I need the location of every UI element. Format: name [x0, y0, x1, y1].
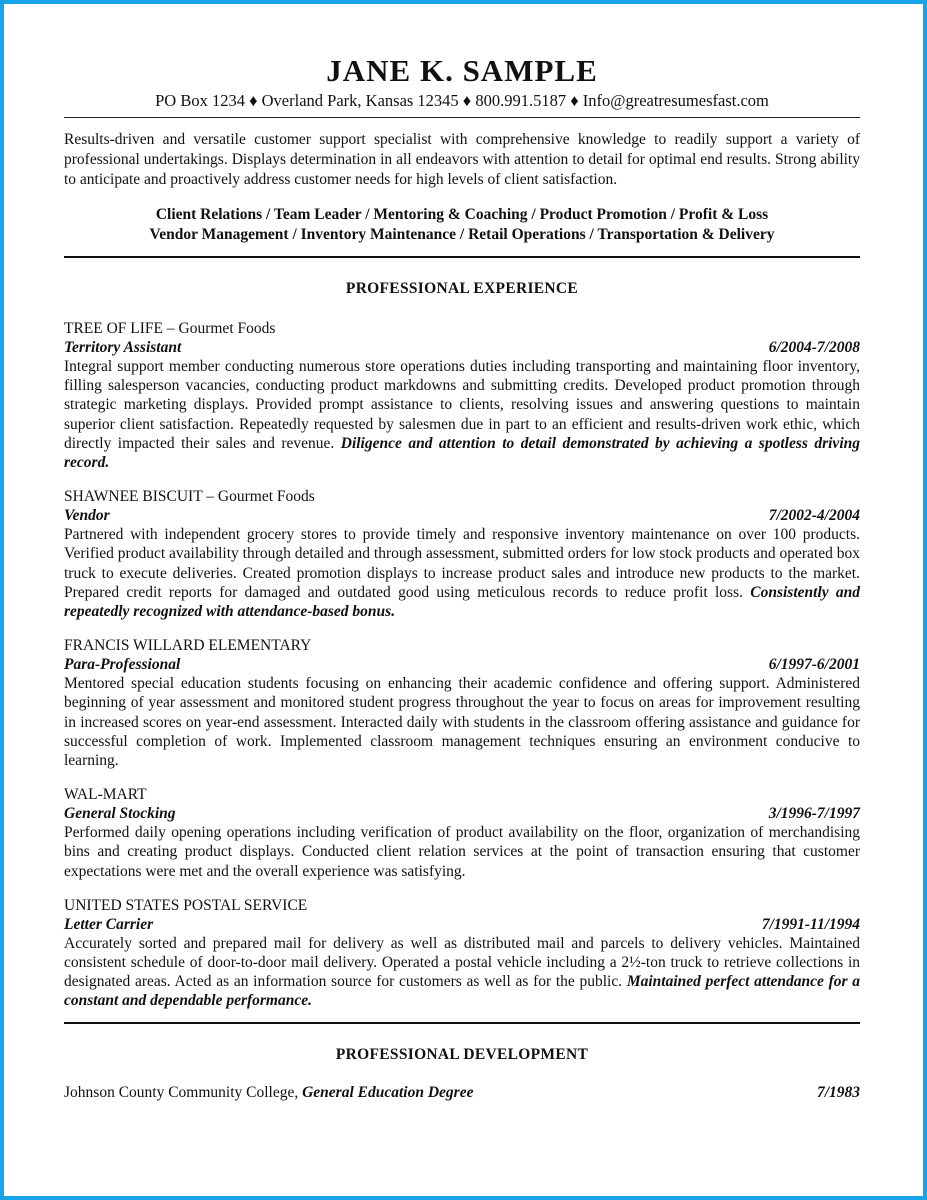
job-position: Letter Carrier — [64, 915, 154, 933]
job-company: FRANCIS WILLARD ELEMENTARY — [64, 637, 312, 655]
skills-line-2: Vendor Management / Inventory Maintenance / Retail Operations / Transportation & Delivery — [149, 226, 775, 243]
job-highlight: Maintained perfect attendance for a constant and dependable performance. — [64, 973, 861, 1010]
job-description: Partnered with independent grocery stores to provide timely and responsive inventory maintenance on over 100 products. Verified product availability through detailed and through assessment, submitted orders for low stock products and operated box truck to execute deliveries. Created promotion displays to increase product sales and introduce new products to the market. Prepared credit reports for damaged and outdated good using meticulous records to reduce profit loss. Consistently and repeatedly recognized with attendance-based bonus. — [64, 526, 861, 621]
job-highlight: Diligence and attention to detail demonstrated by achieving a spotless driving record. — [64, 434, 860, 472]
skills-divider — [64, 256, 860, 258]
skills-line-1: Client Relations / Team Leader / Mentoring & Coaching / Product Promotion / Profit & Loss — [155, 206, 769, 223]
job-description: Performed daily opening operations including verification of product availability on the floor, organization of merchandising bins and creating product displays. Conducted client relation services at the point of transaction ensuring that customer expectations were met and the overall experience was satisfying. — [64, 824, 860, 880]
development-heading: PROFESSIONAL DEVELOPMENT — [335, 1045, 589, 1063]
experience-divider — [64, 1022, 860, 1024]
job-position: Para-Professional — [64, 656, 181, 674]
contact-line: PO Box 1234 ♦ Overland Park, Kansas 12345 ♦ 800.991.5187 ♦ Info@greatresumesfast.com — [155, 91, 769, 110]
job-entry — [64, 896, 860, 1011]
job-position: Territory Assistant — [64, 339, 182, 356]
job-company: UNITED STATES POSTAL SERVICE — [64, 896, 308, 914]
core-skills — [64, 205, 860, 245]
job-company: SHAWNEE BISCUIT – Gourmet Foods — [64, 488, 315, 506]
job-entry — [64, 785, 860, 881]
job-dates: 6/1997-6/2001 — [768, 656, 860, 674]
job-dates: 6/2004-7/2008 — [768, 339, 860, 356]
job-entry — [64, 636, 860, 770]
job-description: Mentored special education students focusing on enhancing their academic confidence and offering support. Administered beginning of year assessment and monitored student progress throughout the year to focus on areas for improvement resulting in increased scores on year-end assessment. Interacted daily with students in the classroom offering assistance and guidance for successful completion of work. Implemented classroom management techniques ensuring an environment conducive to learning. — [64, 675, 860, 770]
candidate-name: JANE K. SAMPLE — [326, 53, 598, 88]
education-institution: Johnson County Community College, — [64, 1083, 299, 1101]
job-highlight: Consistently and repeatedly recognized with attendance-based bonus. — [64, 583, 861, 621]
education-entry — [64, 1083, 860, 1103]
education-date: 7/1983 — [816, 1083, 860, 1101]
summary-paragraph: Results-driven and versatile customer support specialist with comprehensive knowledge to readily support a variety of professional undertakings. Displays determination in all endeavors with attention to detail for optimal end results. Strong ability to anticipate and proactively address customer needs for high levels of client satisfaction. — [64, 131, 860, 188]
job-position: Vendor — [64, 507, 110, 525]
job-position: General Stocking — [64, 805, 176, 823]
job-dates: 7/1991-11/1994 — [761, 915, 860, 933]
job-description: Integral support member conducting numerous store operations duties including transporting and maintaining floor inventory, filling salesperson vacancies, conducting product markdowns and submitting credits. Developed product promotion through strategic marketing displays. Provided prompt assistance to clients, resolving issues and answering questions to maintain superior client satisfaction. Repeatedly requested by salesmen due in part to an efficient and results-driven work ethic, which directly impacted their sales and revenue. Diligence and attention to detail demonstrated by achieving a spotless driving record. — [64, 358, 860, 472]
resume-page — [64, 52, 860, 1103]
job-description: Accurately sorted and prepared mail for delivery as well as distributed mail and parcels to delivery vehicles. Maintained consistent schedule of door-to-door mail delivery. Operated a postal vehicle including a 2½-ton truck to retrieve collections in designated areas. Acted as an information source for customers as well as for the public. Maintained perfect attendance for a constant and dependable performance. — [64, 934, 861, 1010]
job-entry — [64, 319, 860, 472]
job-dates: 3/1996-7/1997 — [768, 805, 860, 823]
experience-heading: PROFESSIONAL EXPERIENCE — [345, 280, 579, 297]
experience-list — [64, 319, 860, 1011]
job-dates: 7/2002-4/2004 — [768, 507, 860, 525]
job-company: TREE OF LIFE – Gourmet Foods — [64, 320, 276, 337]
job-entry — [64, 487, 860, 621]
education-degree: General Education Degree — [302, 1083, 474, 1101]
job-company: WAL-MART — [64, 786, 147, 804]
header-divider — [64, 117, 860, 118]
